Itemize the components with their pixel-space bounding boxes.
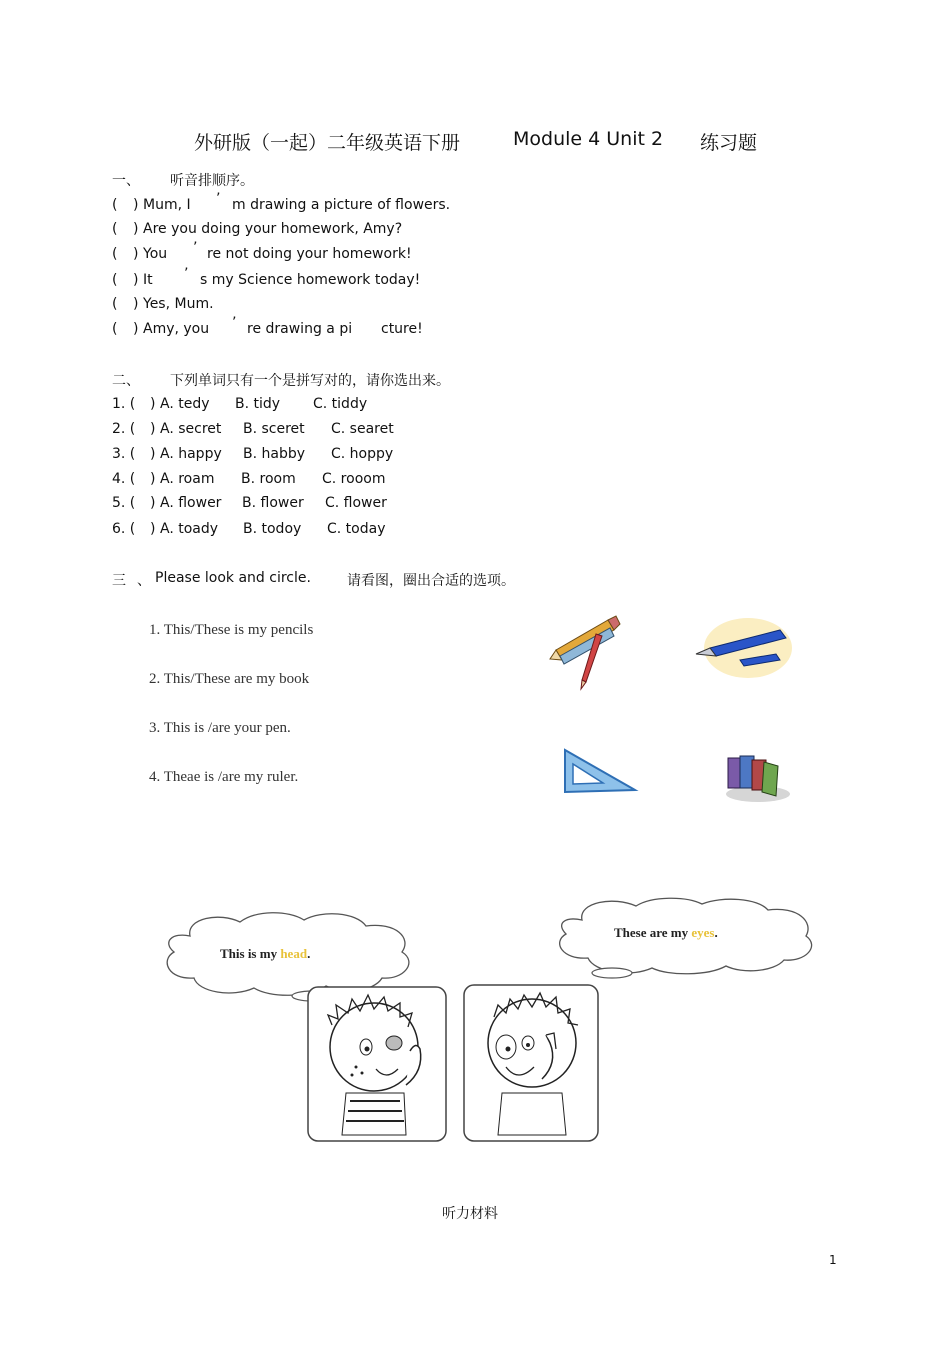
list-item-paren-open: ( (112, 321, 118, 337)
question-number: 3. ( (112, 446, 136, 462)
question-number: 1. ( (112, 396, 136, 412)
list-item-paren-open: ( (112, 197, 118, 213)
list-item-text: Mum, I (143, 197, 191, 213)
answer-option: B. todoy (243, 521, 302, 537)
list-item-paren-open: ( (112, 272, 118, 288)
list-item-text: cture! (381, 321, 423, 337)
section1-heading: 听音排顺序。 (170, 173, 254, 189)
list-item-apostrophe: ’ (216, 191, 221, 207)
answer-paren-close: ) (150, 396, 156, 412)
answer-option: B. room (241, 471, 296, 487)
question-number: 6. ( (112, 521, 136, 537)
bubble-text-post: . (714, 925, 718, 940)
answer-option: C. flower (325, 495, 387, 511)
list-item-text: s my Science homework today! (200, 272, 421, 288)
list-item-paren-close: ) (133, 272, 139, 288)
page-title-module: Module 4 Unit 2 (513, 128, 664, 150)
answer-option: C. rooom (322, 471, 386, 487)
list-item-apostrophe: ’ (184, 266, 189, 282)
answer-option: B. sceret (243, 421, 305, 437)
list-item-text: Are you doing your homework, Amy? (143, 221, 403, 237)
bubble-text-left (220, 946, 310, 962)
list-item-text: re not doing your homework! (207, 246, 412, 262)
list-item-paren-close: ) (133, 197, 139, 213)
answer-paren-close: ) (150, 521, 156, 537)
boy-pointing-eyes-illustration (462, 983, 600, 1143)
list-item-apostrophe: ’ (232, 315, 237, 331)
section3-number: 三 (112, 573, 126, 589)
answer-option: B. habby (243, 446, 306, 462)
list-item-apostrophe: ’ (193, 240, 198, 256)
answer-paren-close: ) (150, 446, 156, 462)
list-item-paren-close: ) (133, 246, 139, 262)
bubble-highlight-word: head (280, 946, 308, 961)
list-item-paren-close: ) (133, 321, 139, 337)
thought-bubble-right (552, 896, 820, 992)
list-item-text: re drawing a pi (247, 321, 353, 337)
answer-option: A. secret (160, 421, 222, 437)
bubble-text-right (614, 925, 718, 941)
circle-sentence: 2. This/These are my book (149, 671, 310, 687)
section3-heading-cn: 请看图，圈出合适的选项。 (347, 573, 515, 589)
answer-option: B. flower (242, 495, 304, 511)
list-item-paren-open: ( (112, 296, 118, 312)
list-item-text: Yes, Mum. (143, 296, 214, 312)
list-item-text: Amy, you (143, 321, 210, 337)
question-number: 4. ( (112, 471, 136, 487)
list-item-paren-open: ( (112, 246, 118, 262)
answer-paren-close: ) (150, 471, 156, 487)
list-item-paren-close: ) (133, 221, 139, 237)
bubble-highlight-word: eyes (691, 925, 715, 940)
question-number: 5. ( (112, 495, 136, 511)
circle-sentence: 1. This/These is my pencils (149, 622, 314, 638)
list-item-text: It (143, 272, 153, 288)
answer-option: A. roam (160, 471, 215, 487)
section1-number: 一、 (112, 173, 140, 189)
answer-option: A. happy (160, 446, 222, 462)
list-item-text: m drawing a picture of flowers. (232, 197, 451, 213)
books-icon (720, 748, 792, 804)
page-title-suffix: 练习题 (700, 132, 758, 154)
question-number: 2. ( (112, 421, 136, 437)
list-item-text: You (143, 246, 168, 262)
section3-heading-en: Please look and circle. (155, 570, 311, 586)
answer-paren-close: ) (150, 495, 156, 511)
answer-option: C. searet (331, 421, 394, 437)
listening-material-label: 听力材料 (442, 1206, 498, 1222)
section3-separator: 、 (137, 573, 151, 589)
answer-option: A. flower (160, 495, 222, 511)
answer-option: A. tedy (160, 396, 210, 412)
bubble-text-post: . (307, 946, 311, 961)
section2-heading: 下列单词只有一个是拼写对的，请你选出来。 (170, 373, 450, 389)
bubble-text-pre: These are my (614, 925, 692, 940)
page-number: 1 (829, 1253, 837, 1267)
answer-option: C. hoppy (331, 446, 394, 462)
answer-option: A. toady (160, 521, 219, 537)
section2-number: 二、 (112, 373, 140, 389)
circle-sentence: 3. This is /are your pen. (149, 720, 291, 736)
page-title-cn: 外研版（一起）二年级英语下册 (194, 132, 461, 154)
list-item-paren-close: ) (133, 296, 139, 312)
pencils-icon (550, 612, 625, 690)
boy-pointing-head-illustration (306, 985, 448, 1143)
answer-paren-close: ) (150, 421, 156, 437)
circle-sentence: 4. Theae is /are my ruler. (149, 769, 299, 785)
ruler-icon (563, 748, 637, 794)
answer-option: C. tiddy (313, 396, 368, 412)
answer-option: C. today (327, 521, 386, 537)
bubble-text-pre: This is my (220, 946, 281, 961)
pen-icon (690, 614, 800, 680)
answer-option: B. tidy (235, 396, 281, 412)
list-item-paren-open: ( (112, 221, 118, 237)
